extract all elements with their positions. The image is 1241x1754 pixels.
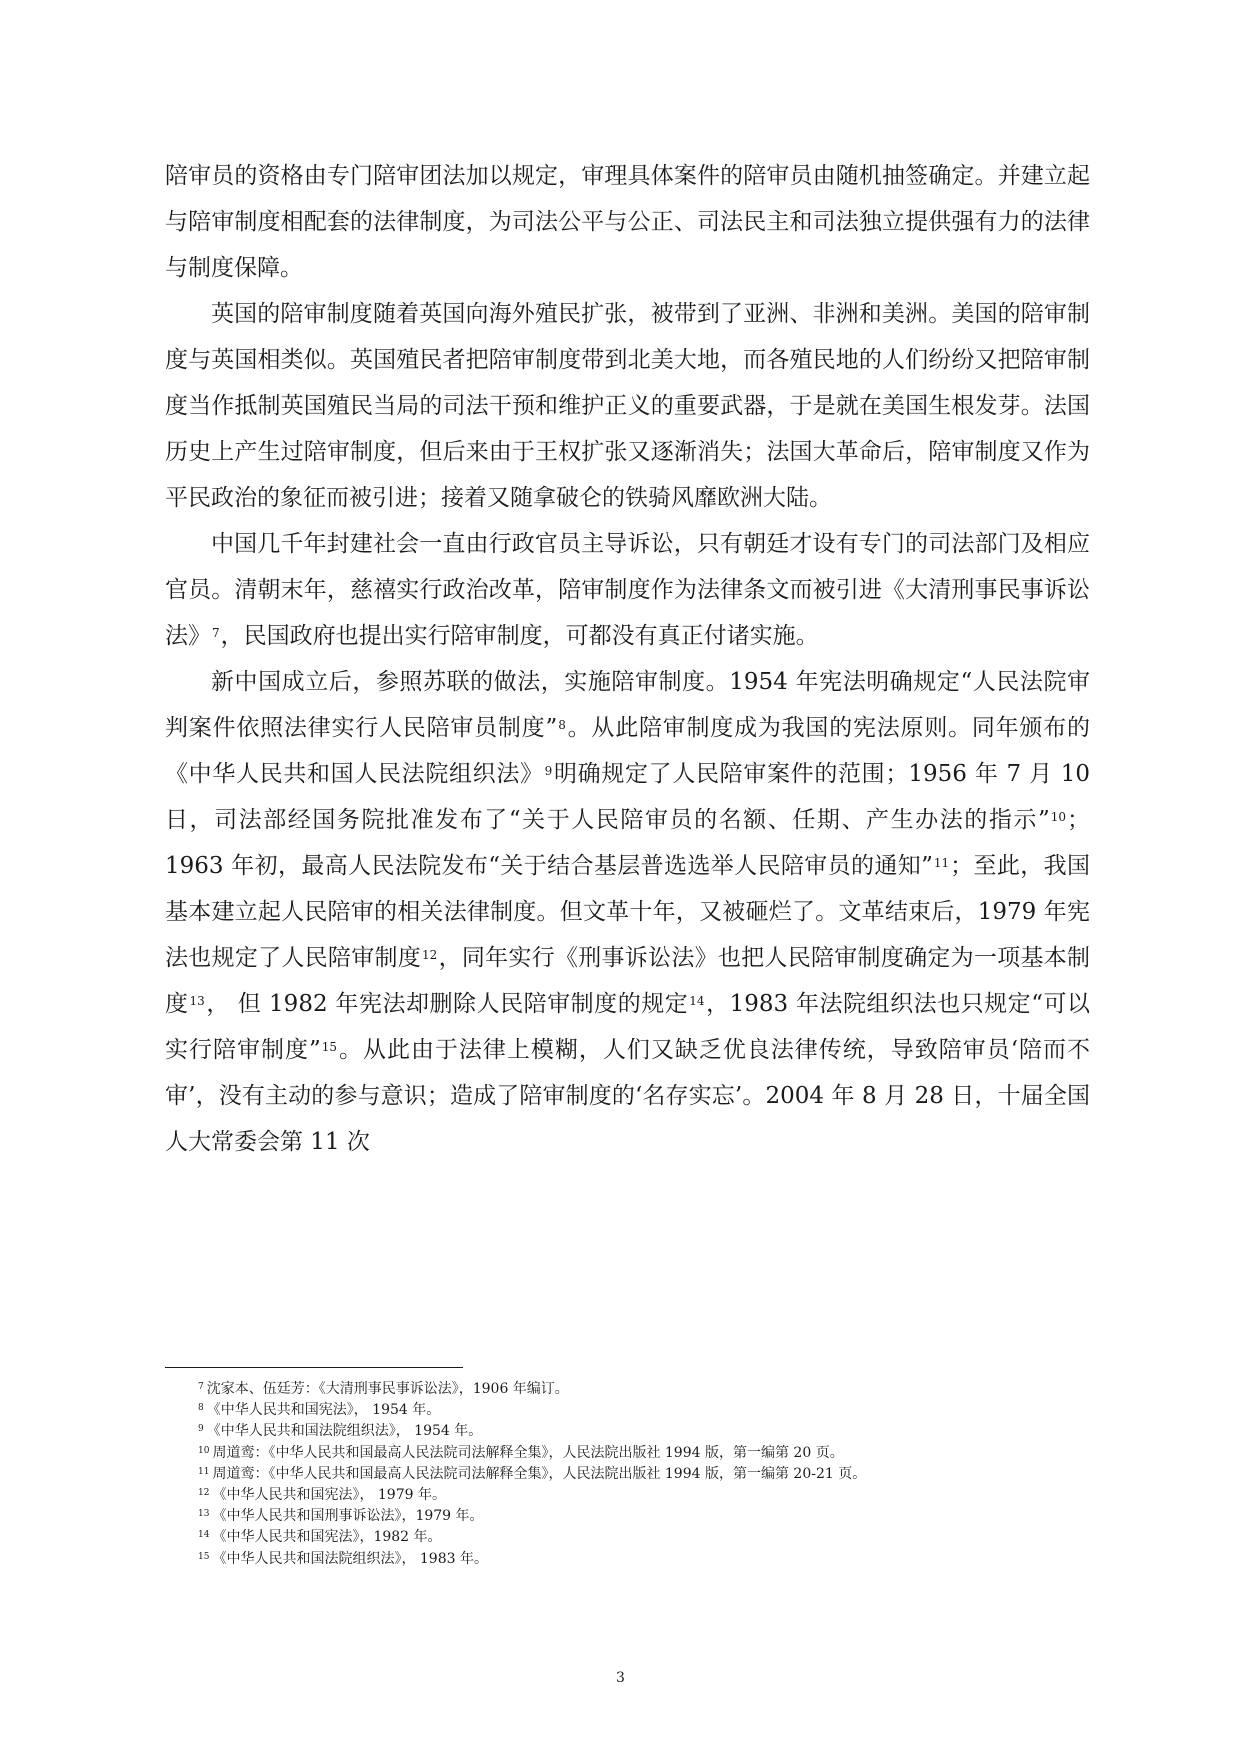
footnote-9	[198, 1421, 1098, 1442]
footnote-ref-11[interactable]: 11	[933, 856, 950, 870]
footnote-text: 《中华人民共和国法院组织法》， 1983 年。	[212, 1550, 488, 1567]
footnote-text: 《中华人民共和国法院组织法》， 1954 年。	[206, 1423, 483, 1440]
paragraph-4	[165, 659, 1090, 1165]
paragraph-4-text: 。从此由于法律上模糊，人们又缺乏优良法律传统，导致陪审员‘陪而不审’，没有主动的参与意识；造成了陪审制度的‘名存实忘’。2004 年 8 月 28 日，十届全国人大常委会第 11 次	[165, 1037, 1090, 1155]
footnote-text: 《中华人民共和国宪法》，1982 年。	[212, 1529, 442, 1546]
footnote-8	[198, 1400, 1098, 1421]
paragraph-4-text: 新中国成立后，参照苏联的做法，实施陪审制度。1954 年宪法明确规定“人民法院审判案件依照法律实行人民陪审员制度”	[165, 669, 1090, 741]
footnote-number: 11	[198, 1466, 210, 1477]
footnote-ref-12[interactable]: 12	[422, 948, 438, 962]
footnote-ref-7[interactable]: 7	[212, 626, 220, 640]
footnote-10	[198, 1443, 1098, 1464]
paragraph-3-text: 中国几千年封建社会一直由行政官员主导诉讼，只有朝廷才设有专门的司法部门及相应官员。清朝末年，慈禧实行政治改革，陪审制度作为法律条文而被引进《大清刑事民事诉讼法》	[165, 531, 1090, 649]
paragraph-4-text: ，1983 年法院组织法也只规定“可以实行陪审制度”	[165, 991, 1091, 1063]
paragraph-4-text: ， 但 1982 年宪法却删除人民陪审制度的规定	[205, 991, 689, 1017]
footnote-text: 周道鸾：《中华人民共和国最高人民法院司法解释全集》，人民法院出版社 1994 版，第一编第 20 页。	[212, 1444, 844, 1461]
paragraph-4-text: ，同年实行《刑事诉讼法》也把人民陪审制度确定为一项基本制度	[165, 945, 1091, 1017]
footnote-number: 12	[198, 1488, 210, 1499]
page-number: 3	[616, 1670, 625, 1686]
footnote-text: 周道鸾：《中华人民共和国最高人民法院司法解释全集》，人民法院出版社 1994 版，第一编第 20-21 页。	[212, 1465, 867, 1482]
footnote-number: 10	[198, 1445, 210, 1456]
footnote-text: 《中华人民共和国宪法》， 1954 年。	[206, 1402, 441, 1419]
footnote-number: 15	[198, 1551, 210, 1562]
paragraph-4-text: ；1963 年初，最高人民法院发布“关于结合基层普选选举人民陪审员的通知”	[165, 807, 1090, 879]
footnote-ref-13[interactable]: 13	[189, 994, 205, 1008]
footnote-ref-9[interactable]: 9	[544, 764, 553, 778]
footnote-text: 《中华人民共和国刑事诉讼法》，1979 年。	[212, 1508, 484, 1525]
footnote-15	[198, 1549, 1098, 1570]
footnotes	[198, 1379, 1098, 1570]
paragraph-2: 英国的陪审制度随着英国向海外殖民扩张，被带到了亚洲、非洲和美洲。美国的陪审制度与英国相类似。英国殖民者把陪审制度带到北美大地，而各殖民地的人们纷纷又把陪审制度当作抵制英国殖民当局的司法干预和维护正义的重要武器，于是就在美国生根发芽。法国历史上产生过陪审制度，但后来由于王权扩张又逐渐消失；法国大革命后，陪审制度又作为平民政治的象征而被引进；接着又随拿破仑的铁骑风靡欧洲大陆。	[165, 301, 1090, 511]
footnote-13	[198, 1506, 1098, 1527]
paragraph-1: 陪审员的资格由专门陪审团法加以规定，审理具体案件的陪审员由随机抽签确定。并建立起与陪审制度相配套的法律制度，为司法公平与公正、司法民主和司法独立提供强有力的法律与制度保障。	[165, 163, 1090, 281]
footnote-text: 《中华人民共和国宪法》， 1979 年。	[212, 1487, 446, 1504]
footnote-11	[198, 1464, 1098, 1485]
footnote-number: 9	[198, 1424, 204, 1435]
footnote-ref-15[interactable]: 15	[321, 1040, 337, 1054]
footnote-ref-10[interactable]: 10	[1050, 810, 1066, 824]
footnote-ref-14[interactable]: 14	[689, 994, 705, 1008]
paragraph-3-text: ，民国政府也提出实行陪审制度，可都没有真正付诸实施。	[220, 623, 819, 649]
paragraph-3	[165, 521, 1090, 659]
footnote-14	[198, 1527, 1098, 1548]
paragraph-4-text: 明确规定了人民陪审案件的范围；1956 年 7 月 10 日，司法部经国务院批准发布了“关于人民陪审员的名额、任期、产生办法的指示”	[165, 761, 1090, 833]
footnote-7	[198, 1379, 1098, 1400]
footnote-ref-8[interactable]: 8	[558, 718, 566, 732]
paragraph-4-text: ；至此，我国基本建立起人民陪审的相关法律制度。但文革十年，又被砸烂了。文革结束后，1979 年宪法也规定了人民陪审制度	[165, 853, 1090, 971]
footnote-separator	[165, 1367, 463, 1368]
footnote-text: 沈家本、伍廷芳：《大清刑事民事诉讼法》，1906 年编订。	[206, 1381, 569, 1397]
body-text	[165, 153, 1090, 1165]
footnote-number: 14	[198, 1530, 210, 1541]
footnote-12	[198, 1485, 1098, 1506]
paragraph-4-text: 。从此陪审制度成为我国的宪法原则。同年颁布的《中华人民共和国人民法院组织法》	[165, 715, 1090, 787]
footnote-number: 13	[198, 1509, 210, 1520]
footnote-number: 8	[198, 1403, 204, 1414]
footnote-number: 7	[198, 1382, 204, 1392]
